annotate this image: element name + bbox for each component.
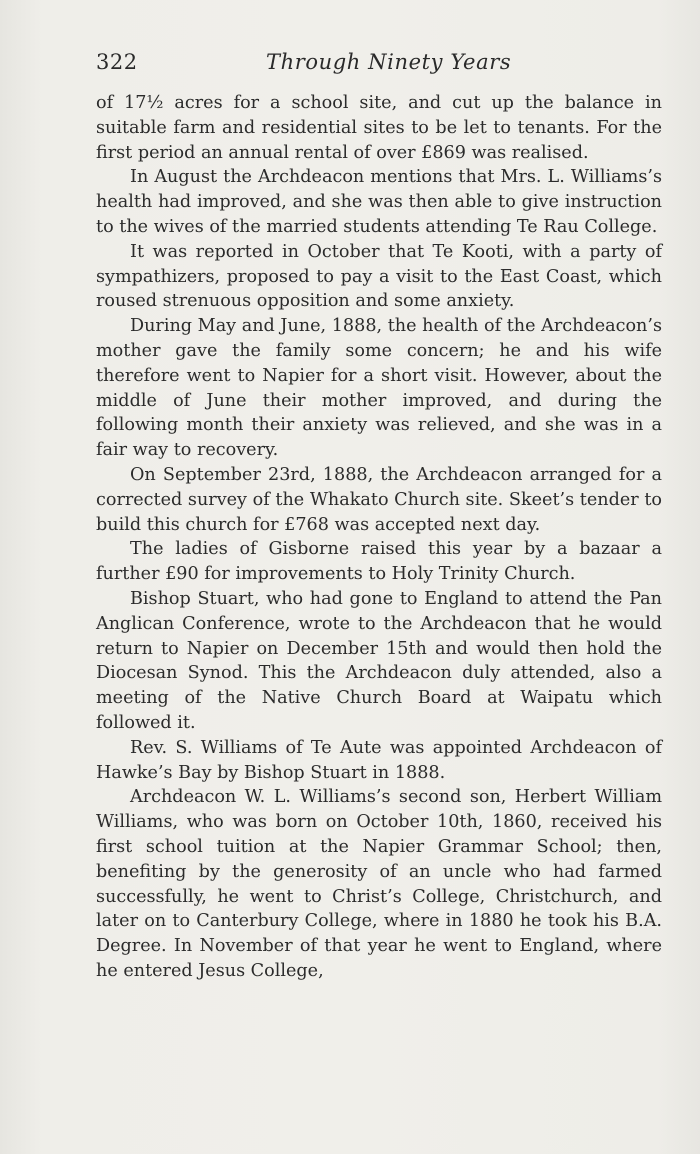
paragraph-5: On September 23rd, 1888, the Archdeacon arranged for a corrected survey of the Whakato Church site. Skeet’s tender to build this church for £768 was accepted next day. xyxy=(96,464,662,535)
paragraph-4: During May and June, 1888, the health of the Archdeacon’s mother gave the family some concern; he and his wife therefore went to Napier for a short visit. However, about the middle of June their mother improved, and during the following month their anxiety was relieved, and she was in a fair way to recovery. xyxy=(96,316,662,461)
paragraph-2: In August the Archdeacon mentions that Mrs. L. Williams’s health had improved, and she was then able to give instruction to the wives of the married students attending Te Rau College. xyxy=(96,167,662,237)
page-header xyxy=(96,48,662,82)
body-text xyxy=(96,91,662,984)
running-title: Through Ninety Years xyxy=(266,50,512,74)
page-number: 322 xyxy=(96,50,138,74)
paragraph-6: The ladies of Gisborne raised this year by a bazaar a further £90 for improvements to Holy Trinity Church. xyxy=(96,539,662,585)
paragraph-9: Archdeacon W. L. Williams’s second son, Herbert William Williams, who was born on October 10th, 1860, received his first school tuition at the Napier Grammar School; then, benefiting by the generosity of an uncle who had farmed successfully, he went to Christ’s College, Christchurch, and later on to Canterbury College, where in 1880 he took his B.A. Degree. In November of that year he went to England, where he entered Jesus College, xyxy=(96,787,662,981)
paragraph-1: of 17½ acres for a school site, and cut up the balance in suitable farm and residential sites to be let to tenants. For the first period an annual rental of over £869 was realised. xyxy=(96,93,662,163)
paragraph-3: It was reported in October that Te Kooti, with a party of sympathizers, proposed to pay a visit to the East Coast, which roused strenuous opposition and some anxiety. xyxy=(96,241,662,312)
paragraph-7: Bishop Stuart, who had gone to England to attend the Pan Anglican Conference, wrote to the Archdeacon that he would return to Napier on December 15th and would then hold the Diocesan Synod. This the Archdeacon duly attended, also a meeting of the Native Church Board at Waipatu which followed it. xyxy=(96,588,662,733)
paragraph-8: Rev. S. Williams of Te Aute was appointed Archdeacon of Hawke’s Bay by Bishop Stuart in 1888. xyxy=(96,737,662,783)
